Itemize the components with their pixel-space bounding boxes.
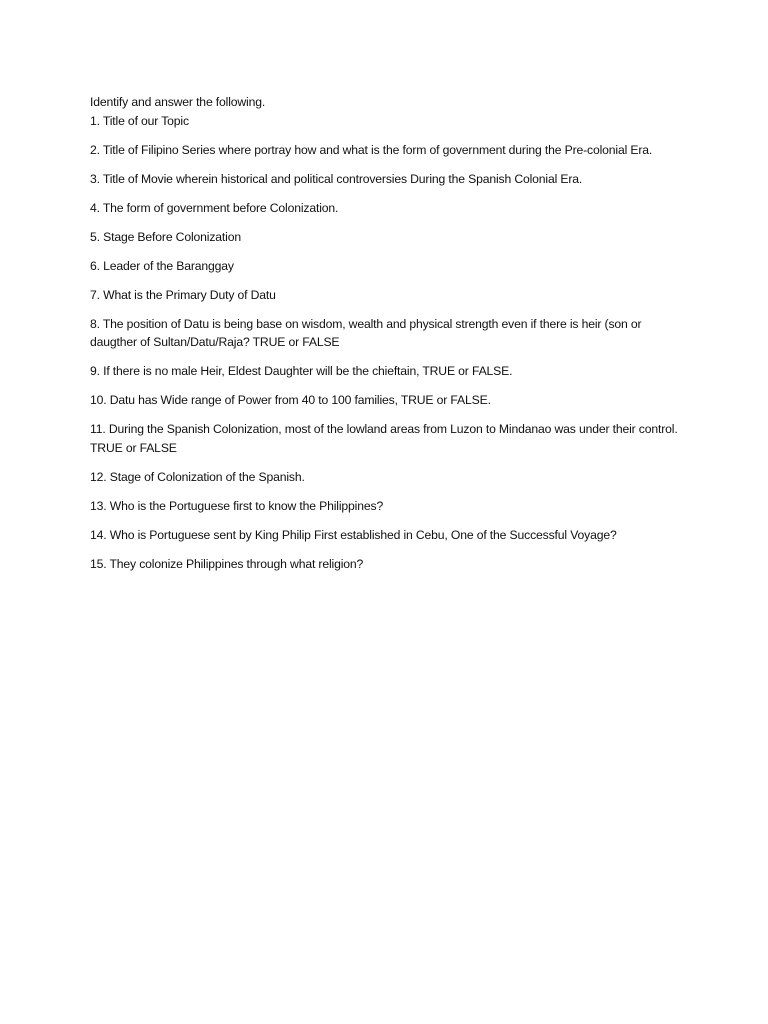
question-item: 13. Who is the Portuguese first to know the Philippines?	[90, 498, 384, 513]
question-item: 6. Leader of the Baranggay	[90, 258, 234, 273]
document-body	[90, 93, 690, 584]
question-item: 12. Stage of Colonization of the Spanish.	[90, 469, 305, 484]
question-item: 9. If there is no male Heir, Eldest Daughter will be the chieftain, TRUE or FALSE.	[90, 364, 513, 378]
question-item: 8. The position of Datu is being base on wisdom, wealth and physical strength even if there is heir (son or daugther of Sultan/Datu/Raja? TRUE or FALSE	[90, 316, 642, 349]
question-item: 2. Title of Filipino Series where portray how and what is the form of government during the Pre-colonial Era.	[90, 142, 653, 157]
question-item: 14. Who is Portuguese sent by King Philip First established in Cebu, One of the Successful Voyage?	[90, 527, 617, 542]
question-list	[90, 112, 690, 574]
question-item: 15. They colonize Philippines through what religion?	[90, 556, 364, 571]
question-item: 10. Datu has Wide range of Power from 40 to 100 families, TRUE or FALSE.	[90, 393, 491, 407]
question-item: 3. Title of Movie wherein historical and political controversies During the Spanish Colonial Era.	[90, 171, 583, 186]
question-item: 1. Title of our Topic	[90, 113, 189, 128]
question-item: 11. During the Spanish Colonization, most of the lowland areas from Luzon to Mindanao was under their control. TRUE or FALSE	[90, 422, 678, 455]
question-item: 5. Stage Before Colonization	[90, 229, 241, 244]
question-item: 7. What is the Primary Duty of Datu	[90, 287, 276, 302]
instruction-heading: Identify and answer the following.	[90, 95, 266, 109]
question-item: 4. The form of government before Colonization.	[90, 200, 339, 215]
